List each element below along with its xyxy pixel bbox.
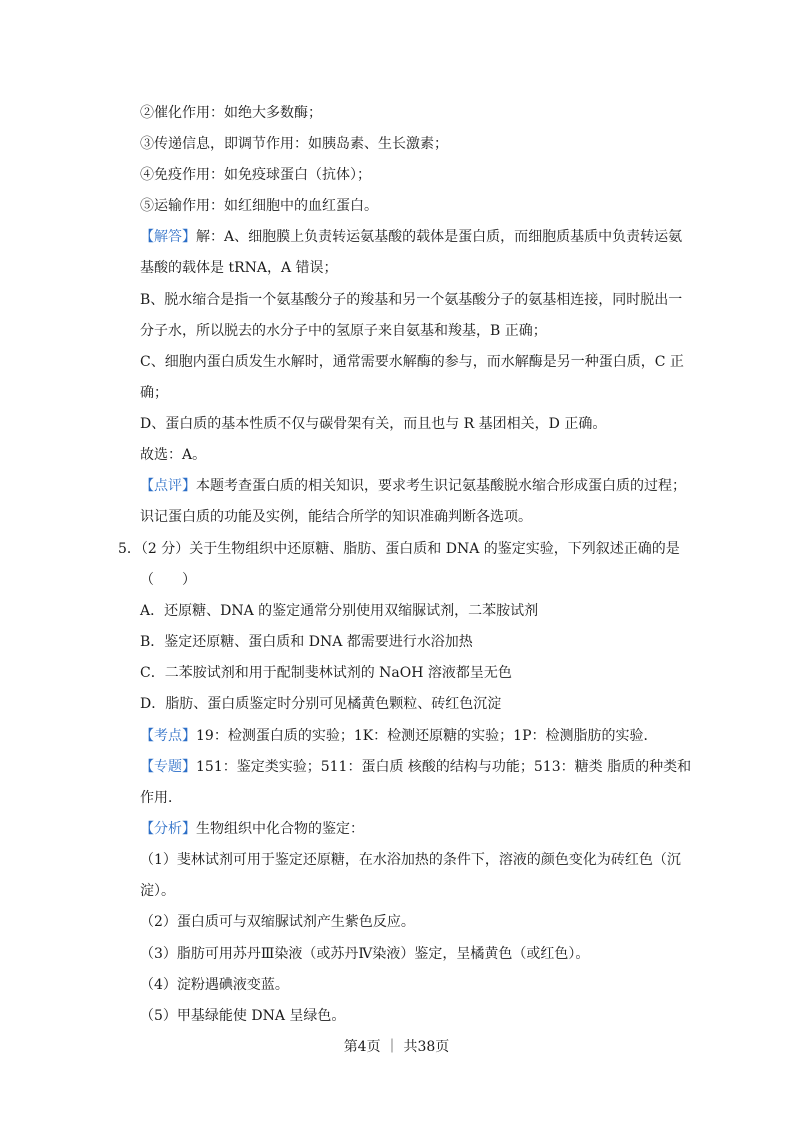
comment-line: 【点评】本题考查蛋白质的相关知识，要求考生识记氨基酸脱水缩合形成蛋白质的过程；	[140, 478, 686, 494]
answer-line: 【解答】解：A、细胞膜上负责转运氨基酸的载体是蛋白质，而细胞质基质中负责转运氨	[140, 229, 683, 245]
point-line: 【考点】19：检测蛋白质的实验；1K：检测还原糖的实验；1P：检测脂肪的实验．	[140, 728, 658, 744]
analysis-line: 【分析】生物组织中化合物的鉴定：	[140, 821, 364, 837]
text-line: ③传递信息，即调节作用：如胰岛素、生长激素；	[140, 136, 448, 152]
text-line: （2）蛋白质可与双缩脲试剂产生紫色反应。	[140, 914, 415, 930]
page-footer: 第4页 ｜ 共38页	[343, 1039, 450, 1055]
text-line: （3）脂肪可用苏丹Ⅲ染液（或苏丹Ⅳ染液）鉴定，呈橘黄色（或红色）。	[140, 946, 590, 962]
comment-tag: 【点评】	[140, 478, 196, 494]
text-line: 识记蛋白质的功能及实例，能结合所学的知识准确判断各选项。	[140, 509, 532, 525]
text-line: 分子水，所以脱去的水分子中的氢原子来自氨基和羧基，B 正确；	[140, 323, 547, 339]
text-line: ④免疫作用：如免疫球蛋白（抗体）；	[140, 167, 371, 183]
text-line: C、细胞内蛋白质发生水解时，通常需要水解酶的参与，而水解酶是另一种蛋白质，C 正	[140, 354, 684, 370]
text-line: ⑤运输作用：如红细胞中的血红蛋白。	[140, 198, 378, 214]
text-line: 作用．	[140, 790, 182, 806]
text-line: 确；	[140, 385, 168, 401]
text-line: ②催化作用：如绝大多数酶；	[140, 105, 322, 121]
text-line: B、脱水缩合是指一个氨基酸分子的羧基和另一个氨基酸分子的氨基相连接，同时脱出一	[140, 292, 683, 308]
option-c: C．二苯胺试剂和用于配制斐林试剂的 NaOH 溶液都呈无色	[140, 665, 512, 681]
option-b: B．鉴定还原糖、蛋白质和 DNA 都需要进行水浴加热	[140, 634, 473, 650]
answer-blank: （ ）	[140, 572, 196, 588]
answer-tag: 【解答】	[140, 229, 196, 245]
topic-tag: 【专题】	[140, 759, 196, 775]
text-line: 淀）。	[140, 883, 175, 899]
text-line: （4）淀粉遇碘液变蓝。	[140, 977, 289, 993]
point-tag: 【考点】	[140, 728, 196, 744]
topic-line: 【专题】151：鉴定类实验；511：蛋白质 核酸的结构与功能；513：糖类 脂质的种类和	[140, 759, 692, 775]
analysis-tag: 【分析】	[140, 821, 196, 837]
option-d: D．脂肪、蛋白质鉴定时分别可见橘黄色颗粒、砖红色沉淀	[140, 696, 502, 712]
text-line: 故选：A。	[140, 447, 207, 463]
question-stem: 5．（2 分）关于生物组织中还原糖、脂肪、蛋白质和 DNA 的鉴定实验，下列叙述正确的是	[118, 541, 680, 557]
text-line: 基酸的载体是 tRNA，A 错误；	[140, 260, 338, 276]
text-line: （1）斐林试剂可用于鉴定还原糖，在水浴加热的条件下，溶液的颜色变化为砖红色（沉	[140, 852, 681, 868]
text-line: （5）甲基绿能使 DNA 呈绿色。	[140, 1008, 346, 1024]
text-line: D、蛋白质的基本性质不仅与碳骨架有关，而且也与 R 基团相关，D 正确。	[140, 416, 607, 432]
option-a: A．还原糖、DNA 的鉴定通常分别使用双缩脲试剂，二苯胺试剂	[140, 603, 539, 619]
